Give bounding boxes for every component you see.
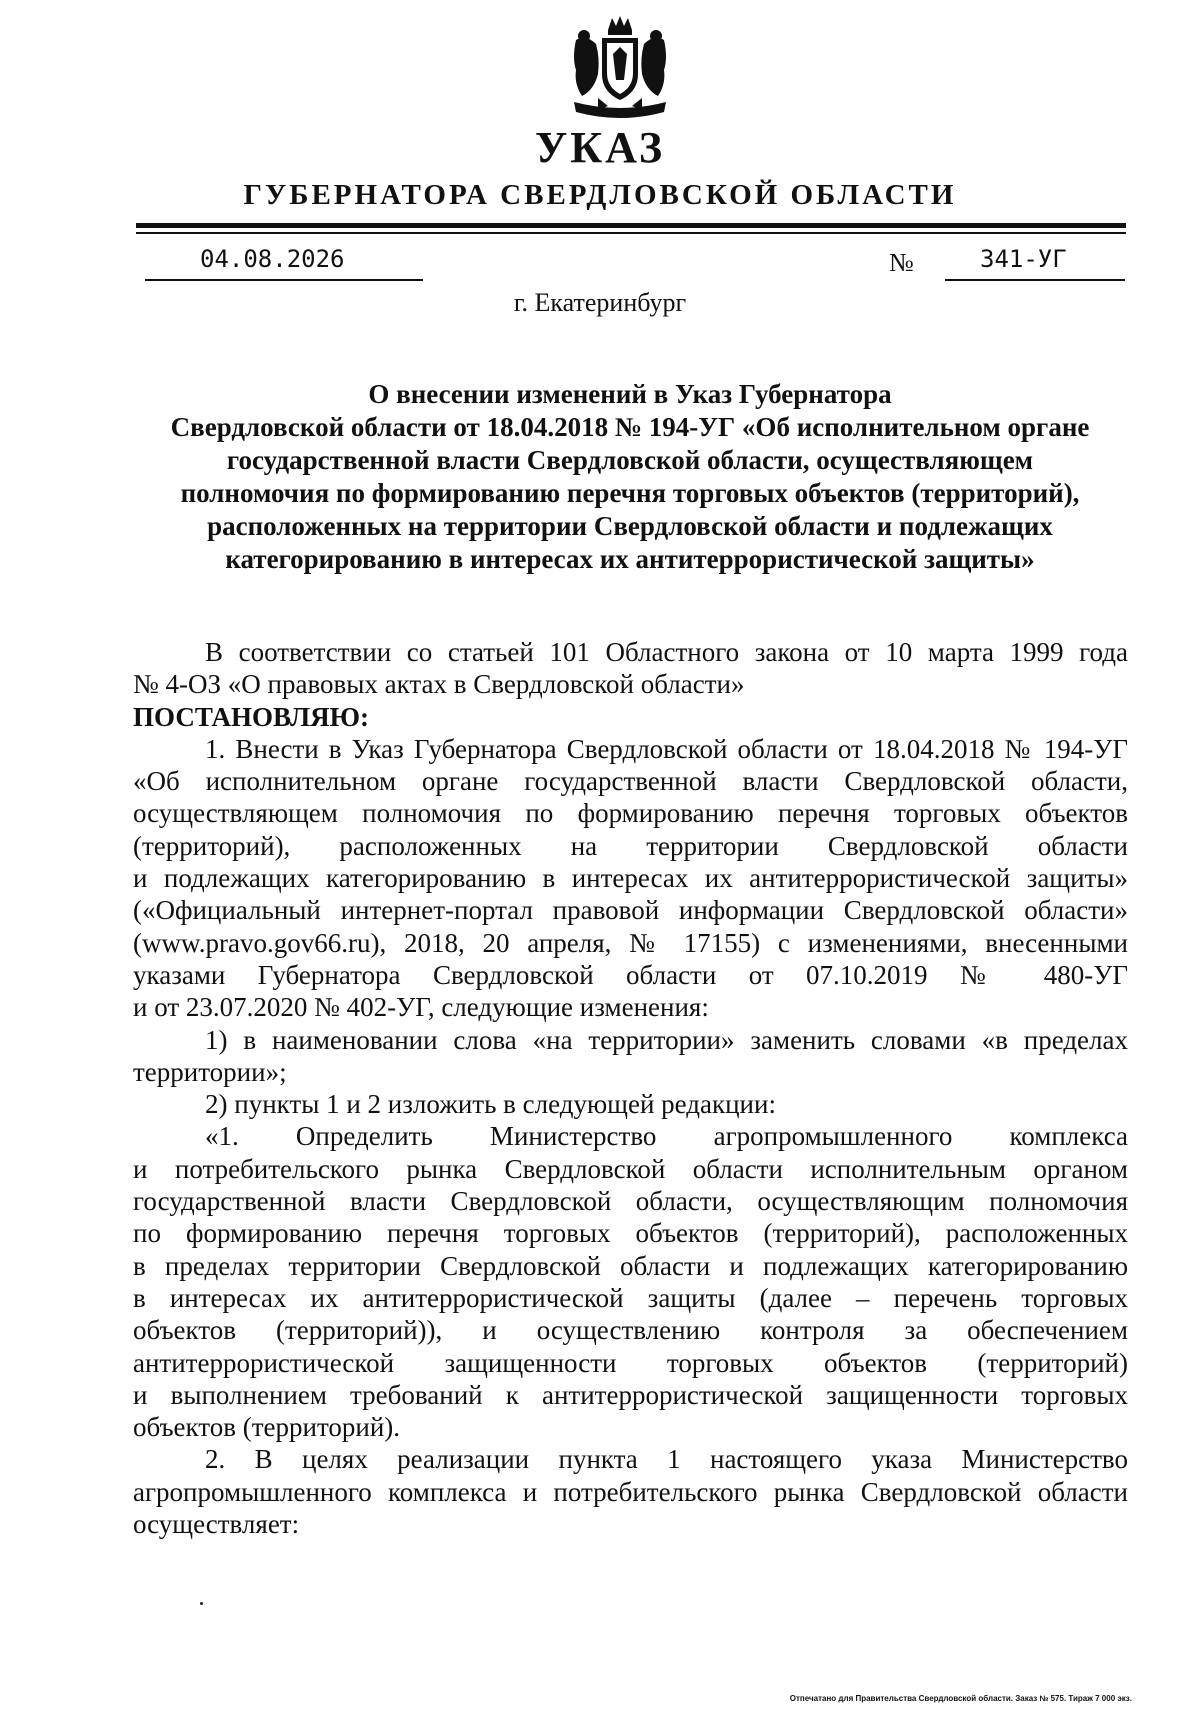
body-line: в интересах их антитеррористической защиты (далее – перечень торговых: [133, 1282, 1128, 1313]
title-line: государственной власти Свердловской области, осуществляющем: [226, 445, 1034, 475]
coat-of-arms-emblem: [568, 14, 672, 126]
title-line: Свердловской области от 18.04.2018 № 194-УГ «Об исполнительном органе: [170, 412, 1090, 442]
document-date: 04.08.2026: [200, 245, 345, 273]
number-underline: [945, 279, 1125, 281]
body-line: 2. В целях реализации пункта 1 настоящего указа Министерство: [205, 1444, 1128, 1475]
body-line: «Об исполнительном органе государственной власти Свердловской области,: [133, 766, 1128, 797]
body-line: агропромышленного комплекса и потребительского рынка Свердловской области: [133, 1476, 1128, 1507]
body-line: территории»;: [133, 1056, 287, 1087]
body-line: В соответствии со статьей 101 Областного закона от 10 марта 1999 года: [205, 637, 1128, 667]
body-line: 2) пункты 1 и 2 изложить в следующей редакции:: [205, 1089, 776, 1120]
issuer-heading: ГУБЕРНАТОРА СВЕРДЛОВСКОЙ ОБЛАСТИ: [243, 179, 957, 211]
body-line: указами Губернатора Свердловской области от 07.10.2019 № 480-УГ: [133, 959, 1128, 990]
body-line: и подлежащих категорированию в интересах их антитеррористической защиты»: [133, 863, 1128, 894]
number-sign: №: [889, 248, 914, 277]
header-divider-thin: [136, 232, 1126, 234]
body-line: (www.pravo.gov66.ru), 2018, 20 апреля, № 17155) с изменениями, внесенными: [133, 927, 1128, 958]
body-line: объектов (территорий).: [133, 1412, 401, 1443]
title-line: О внесении изменений в Указ Губернатора: [368, 379, 892, 409]
header-divider-thick: [136, 223, 1126, 228]
body-line: 1. Внести в Указ Губернатора Свердловской области от 18.04.2018 № 194-УГ: [205, 733, 1128, 764]
title-line: категорированию в интересах их антитеррористической защиты»: [225, 544, 1035, 574]
resolution-heading: ПОСТАНОВЛЯЮ:: [133, 701, 369, 732]
document-type-heading: УКАЗ: [534, 123, 666, 172]
body-line: и выполнением требований к антитеррористической защищенности торговых: [133, 1379, 1128, 1410]
body-line: осуществляет:: [133, 1509, 300, 1540]
body-line: («Официальный интернет-портал правовой информации Свердловской области»: [133, 895, 1128, 926]
body-line: в пределах территории Свердловской области и подлежащих категорированию: [133, 1250, 1128, 1281]
body-line: государственной власти Свердловской области, осуществляющим полномочия: [133, 1186, 1128, 1217]
body-line: «1. Определить Министерство агропромышленного комплекса: [205, 1121, 1128, 1152]
body-line: 1) в наименовании слова «на территории» заменить словами «в пределах: [205, 1024, 1128, 1055]
print-footer: Отпечатано для Правительства Свердловской области. Заказ № 575. Тираж 7 000 экз.: [789, 1694, 1132, 1703]
body-line: по формированию перечня торговых объектов (территорий), расположенных: [133, 1218, 1128, 1249]
document-number: 341-УГ: [980, 245, 1067, 273]
body-line: № 4-ОЗ «О правовых актах в Свердловской области»: [133, 669, 745, 700]
issue-city: г. Екатеринбург: [513, 288, 687, 317]
body-line: и от 23.07.2020 № 402-УГ, следующие изменения:: [133, 992, 709, 1023]
document-title: [140, 378, 1120, 576]
date-underline: [145, 279, 423, 281]
title-line: расположенных на территории Свердловской области и подлежащих: [207, 511, 1053, 541]
body-line: (территорий), расположенных на территории Свердловской области: [133, 830, 1128, 861]
scan-speck: [200, 1602, 203, 1605]
document-body: [133, 636, 1128, 1540]
body-line: антитеррористической защищенности торговых объектов (территорий): [133, 1347, 1128, 1378]
title-line: полномочия по формированию перечня торговых объектов (территорий),: [180, 478, 1080, 508]
body-line: осуществляющем полномочия по формированию перечня торговых объектов: [133, 798, 1128, 829]
body-line: объектов (территорий)), и осуществлению контроля за обеспечением: [133, 1315, 1128, 1346]
body-line: и потребительского рынка Свердловской области исполнительным органом: [133, 1153, 1128, 1184]
